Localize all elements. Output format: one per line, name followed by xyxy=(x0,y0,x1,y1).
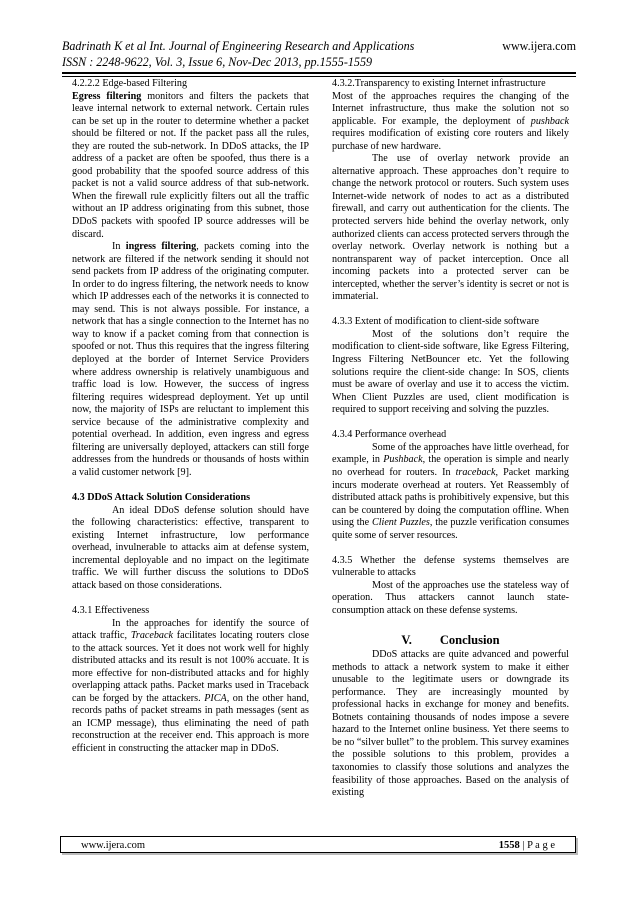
pushback-term: pushback xyxy=(530,115,569,127)
page-separator: | xyxy=(519,840,528,851)
section-433-heading: 4.3.3 Extent of modification to client-side software xyxy=(332,316,539,328)
pushback-term-2: Pushback xyxy=(383,454,423,466)
egress-text: monitors and filters the packets that leave internal network to external network. Certain rules can be set up in the router to determine whether a packet should be filtered or not. If the packet pass all the rules, they are routed the sub-network. In DDoS attacks, the IP address of a packet are often be spoofed, thus there is a good probability that the spoofed source address of this packet is not a valid source address of that sub-network. When the firewall rule explicitly filters out all the traffic without an IP address originating from this subnet, those DDoS packets with spoofed IP source addresses will be discard. xyxy=(72,90,309,240)
pica-term: PICA xyxy=(204,692,227,704)
egress-paragraph xyxy=(72,91,309,242)
conclusion-heading xyxy=(332,632,569,648)
ingress-prefix: In xyxy=(112,241,126,253)
issn-line: ISSN : 2248-9622, Vol. 3, Issue 6, Nov-Dec 2013, pp.1555-1559 xyxy=(62,55,373,69)
section-43-paragraph: An ideal DDoS defense solution should have the following characteristics: effective, transparent to existing Internet infrastructure, low performance overhead, invulnerable to attacks aim at defense system, incremental deployable and no impact on the legitimate traffic. We will further discuss the solutions to DDoS attack based on those considerations. xyxy=(72,504,309,591)
ingress-term: ingress filtering xyxy=(125,241,197,253)
ingress-paragraph xyxy=(72,241,309,479)
page-number xyxy=(499,837,555,852)
conclusion-paragraph: DDoS attacks are quite advanced and powerful methods to attack a network system to make it either unusable to the legitimate users or downgrade its performance. They are increasingly mounted by professional hacks in exchange for money and benefits. Botnets containing thousands of nodes impose a severe hazard to the Internet online business. Yet there seems to be no “silver bullet” to the problem. This survey examines the possible solutions to this problem, provides a taxonomies to classify those solutions and analyzes the feasibility of those approaches. Based on the analysis of existing xyxy=(332,649,569,799)
s434-text-a: Some of the approaches have little overhead, for example, in xyxy=(332,441,569,466)
journal-title: Badrinath K et al Int. Journal of Engineering Research and Applications xyxy=(62,39,415,53)
s432-text-a: Most of the approaches requires the changing of the Internet infrastructure, thus make the solution not so applicable. For example, the deployment of xyxy=(332,90,569,127)
s434-text-d: , the puzzle verification consumes quite some of server resources. xyxy=(332,517,570,541)
traceback-term: Traceback xyxy=(130,630,173,642)
s431-text-b: facilitates locating routers close to the attack sources. Yet it does not work well for highly distributed attacks and its result is not 100% accuate. It is more effective for non-distributed attacks and for highly overlapping attack paths. Packet marks used in Traceback can be forged by the attackers. xyxy=(72,630,310,704)
section-435-paragraph: Most of the approaches use the stateless way of operation. Thus attackers cannot launch state-consumption attack on these defense systems. xyxy=(332,579,569,616)
section-431-paragraph xyxy=(72,618,309,756)
page-num-value: 1558 xyxy=(498,840,520,851)
ingress-text: , packets coming into the network are filtered if the network sending it should not send packets from IP address of the originating computer. In order to do ingress filtering, the network needs to know which IP addresses each of the networks it is connected to may send. This is not always possible. For instance, a network that has a single connection to the Internet has no way to know if a packet coming from that connection is spoofed or not. Thus this requires that the ingress filtering deployed at the border of Internet Service Providers where address ownership is relatively unambiguous and traffic load is low. However, the success of ingress filtering requires widespread deployment. Yet up until now, the majority of ISPs are reluctant to implement this service because of the administrative complexity and potential overhead. In addition, even ingress and egress filtering are universally deployed, attackers can still forge addresses from the hundreds or thousands of hosts within a valid customer network [9]. xyxy=(72,241,310,478)
section-431-heading: 4.3.1 Effectiveness xyxy=(72,604,150,616)
section-4222-heading: 4.2.2.2 Edge-based Filtering xyxy=(72,78,188,89)
section-434-heading: 4.3.4 Performance overhead xyxy=(332,429,447,441)
egress-term: Egress filtering xyxy=(72,90,142,102)
right-column xyxy=(332,78,569,800)
page-footer xyxy=(60,836,576,853)
page-word: P a g e xyxy=(527,840,555,851)
conclusion-title: Conclusion xyxy=(439,633,500,648)
s434-text-c: , Packet marking incurs moderate overhead at routers. Yet Reassembly of distributed attack paths is prohibitively expensive, but this can be countered by doing the computation offline. When using the xyxy=(332,466,569,529)
conclusion-number: V. xyxy=(401,633,412,648)
left-column xyxy=(72,78,309,756)
header-rule xyxy=(62,72,576,77)
s431-text-c: , on the other hand, records paths of packet streams in path messages (sent as an ICMP message), thus eliminating the need of path reconstruction at the receiver end. This approach is more efficient in constructing the attacker map in DDoS. xyxy=(72,692,309,754)
section-432-heading: 4.3.2.Transparency to existing Internet infrastructure xyxy=(332,78,546,89)
section-432-paragraph xyxy=(332,91,569,154)
section-435-heading: 4.3.5 Whether the defense systems themselves are vulnerable to attacks xyxy=(332,554,569,579)
section-434-paragraph xyxy=(332,442,569,542)
s432-text-b: requires modification of existing core routers and likely purchase of new hardware. xyxy=(332,128,569,152)
overlay-paragraph: The use of overlay network provide an alternative approach. These approaches don’t require to change the network protocol or routers. Such system uses Internet-wide network of nodes to act as a distributed firewall, and carry out authentication for the clients. The protected servers hide behind the overlay network, only authorized clients can access protected servers through the overlay network. Overlay network is nothing but a nontransparent way of packet interception. Once all incoming packets into a protected server can be intercepted, whether the server’s identity is secret or not is immaterial. xyxy=(332,153,569,303)
section-433-paragraph: Most of the solutions don’t require the modification to client-side software, like Egress Filtering, Ingress Filtering NetBouncer etc. Yet the following solutions require the client-side change: In SOS, clients must be aware of overlay and use it to access the victim. When Client Puzzles are used, client modification is required to support receiving and solving the puzzles. xyxy=(332,328,569,416)
s431-text-a: In the approaches for identify the source of attack traffic, xyxy=(72,617,309,642)
client-puzzles-term: Client Puzzles xyxy=(371,517,430,529)
s434-text-b: , the operation is simple and nearly no overhead for routers. In xyxy=(332,454,569,478)
running-header xyxy=(62,38,576,70)
header-url[interactable]: www.ijera.com xyxy=(502,39,576,53)
section-43-heading: 4.3 DDoS Attack Solution Considerations xyxy=(72,492,251,504)
traceback-term-2: traceback xyxy=(455,466,496,478)
footer-url[interactable]: www.ijera.com xyxy=(81,840,146,851)
